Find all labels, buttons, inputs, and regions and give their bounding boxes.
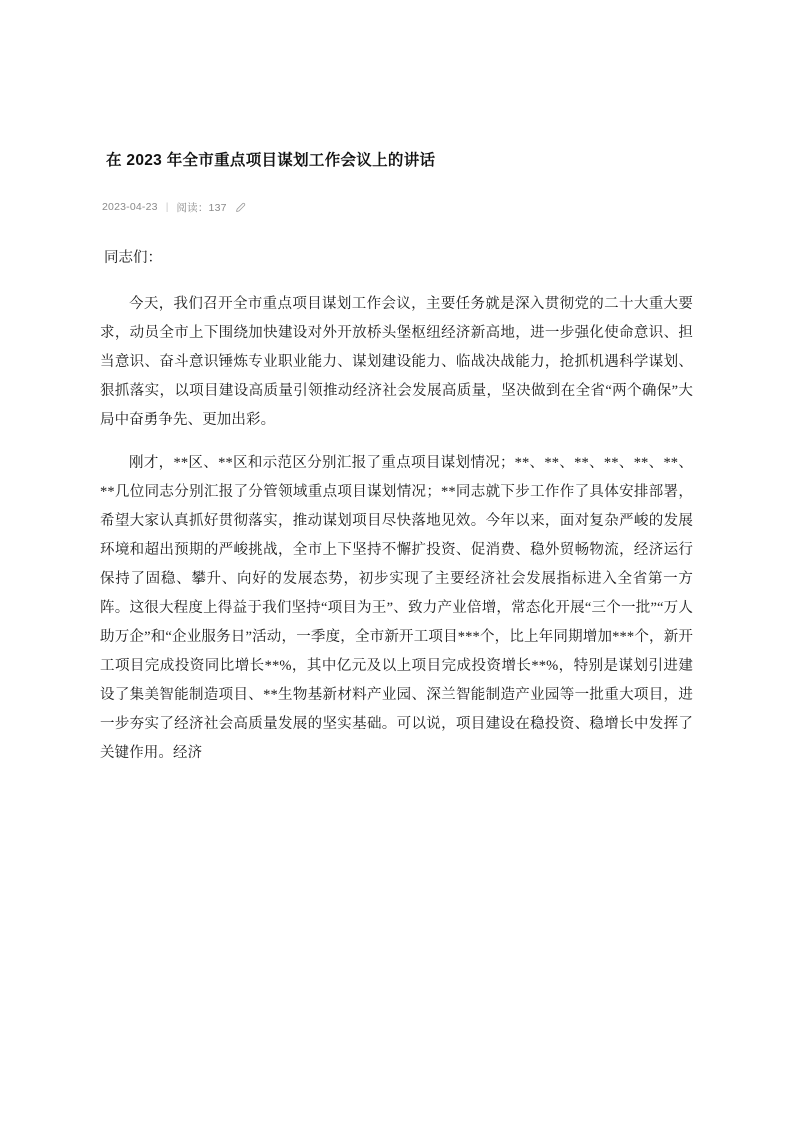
view-count: 阅读：137 <box>176 201 227 214</box>
article-meta <box>100 200 693 215</box>
salutation: 同志们： <box>104 249 162 266</box>
pencil-icon <box>235 202 245 212</box>
publish-date: 2023-04-23 <box>102 201 158 214</box>
paragraph-2: 刚才，**区、**区和示范区分别汇报了重点项目谋划情况；**、**、**、**、**、**、**几位同志分别汇报了分管领域重点项目谋划情况；**同志就下步工作作了具体安排部署，希望大家认真抓好贯彻落实，推动谋划项目尽快落地见效。今年以来，面对复杂严峻的发展环境和超出预期的严峻挑战，全市上下坚持不懈扩投资、促消费、稳外贸畅物流，经济运行保持了固稳、攀升、向好的发展态势，初步实现了主要经济社会发展指标进入全省第一方阵。这很大程度上得益于我们坚持“项目为王”、致力产业倍增，常态化开展“三个一批”“万人助万企”和“企业服务日”活动，一季度，全市新开工项目***个，比上年同期增加***个，新开工项目完成投资同比增长**%，其中亿元及以上项目完成投资增长**%，特别是谋划引进建设了集美智能制造项目、**生物基新材料产业园、深兰智能制造产业园等一批重大项目，进一步夯实了经济社会高质量发展的坚实基础。可以说，项目建设在稳投资、稳增长中发挥了关键作用。经济 <box>100 455 693 762</box>
paragraph-1: 今天，我们召开全市重点项目谋划工作会议，主要任务就是深入贯彻党的二十大重大要求，动员全市上下围绕加快建设对外开放桥头堡枢纽经济新高地，进一步强化使命意识、担当意识、奋斗意识锤炼专业职业能力、谋划建设能力、临战决战能力，抢抓机遇科学谋划、狠抓落实，以项目建设高质量引领推动经济社会发展高质量，坚决做到在全省“两个确保”大局中奋勇争先、更加出彩。 <box>100 296 693 429</box>
meta-separator: | <box>165 201 169 214</box>
page-title: 在 2023 年全市重点项目谋划工作会议上的讲话 <box>106 152 436 169</box>
